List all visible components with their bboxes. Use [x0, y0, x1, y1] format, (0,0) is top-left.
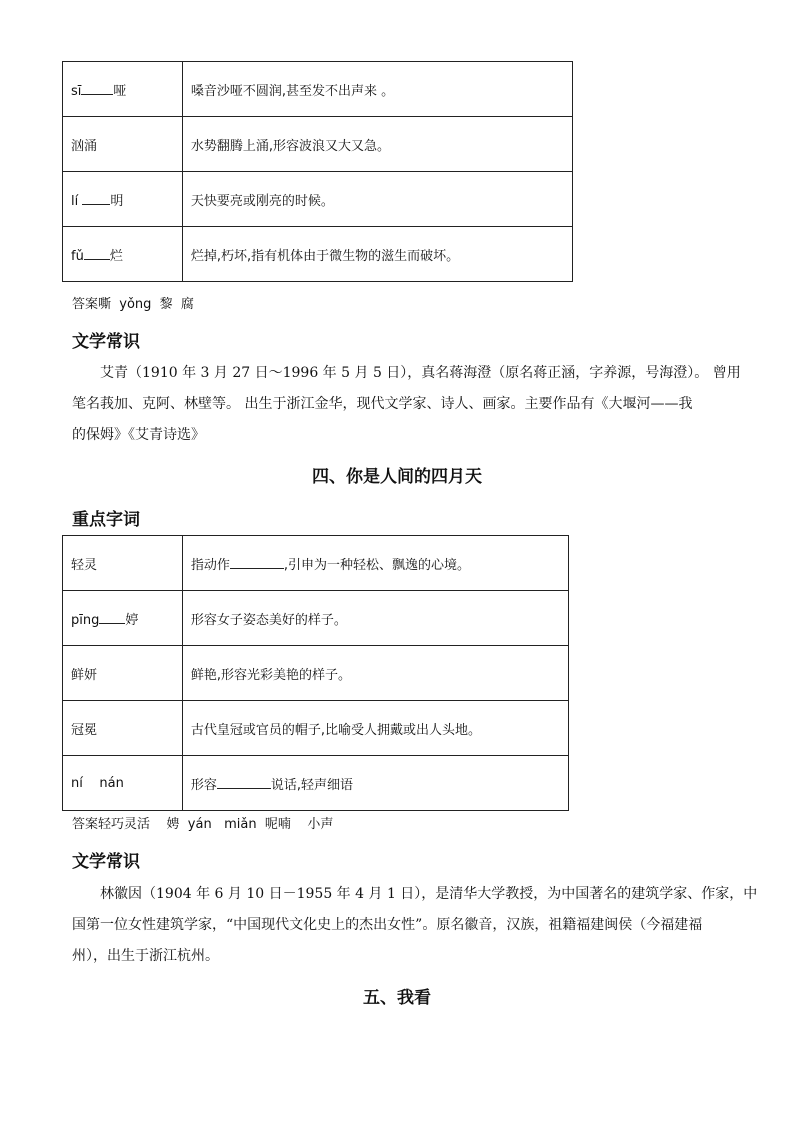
term-cell: 冠冕: [63, 701, 183, 756]
term-cell: 轻灵: [63, 536, 183, 591]
fill-blank: [84, 247, 110, 260]
table-row: [63, 536, 569, 591]
fill-blank: [217, 776, 271, 789]
definition-cell: 鲜艳,形容光彩美艳的样子。: [182, 646, 568, 701]
term-cell: sī 哑: [63, 62, 183, 117]
table-row: [63, 591, 569, 646]
term-cell: fǔ 烂: [63, 227, 183, 282]
section-heading: 文学常识: [72, 332, 140, 352]
paragraph-line: 林徽因（1904 年 6 月 10 日－1955 年 4 月 1 日），是清华大学教授，为中国著名的建筑学家、作家，中: [100, 886, 758, 902]
definition-cell: 形容女子姿态美好的样子。: [182, 591, 568, 646]
fill-blank: [230, 556, 284, 569]
paragraph: [72, 879, 757, 972]
paragraph-line: 的保姆》《艾青诗选》: [72, 427, 205, 443]
fill-blank: [99, 611, 125, 624]
page-title: 五、我看: [363, 988, 431, 1008]
paragraph-line: 笔名莪加、克阿、林壁等。 出生于浙江金华，现代文学家、诗人、画家。主要作品有《大堰河——我: [72, 396, 693, 412]
table-row: [63, 701, 569, 756]
term-cell: 鲜妍: [63, 646, 183, 701]
paragraph-line: 州），出生于浙江杭州。: [72, 948, 219, 964]
definition-cell: 烂掉,朽坏,指有机体由于微生物的滋生而破坏。: [182, 227, 572, 282]
section-heading: 文学常识: [72, 852, 140, 872]
definition-cell: 指动作 ,引申为一种轻松、飘逸的心境。: [182, 536, 568, 591]
term-cell: 汹涌: [63, 117, 183, 172]
definition-cell: 嗓音沙哑不圆润,甚至发不出声来 。: [182, 62, 572, 117]
answer-line: 答案嘶 yǒng 黎 腐: [72, 297, 194, 312]
paragraph: [72, 358, 741, 451]
fill-blank: [81, 82, 113, 95]
paragraph-line: 艾青（1910 年 3 月 27 日～1996 年 5 月 5 日），真名蒋海澄（原名蒋正涵，字养源，号海澄）。 曾用: [100, 365, 741, 381]
definition-cell: 天快要亮或刚亮的时候。: [182, 172, 572, 227]
table-row: [63, 646, 569, 701]
table-row: [63, 62, 573, 117]
paragraph-line: 国第一位女性建筑学家，“中国现代文化史上的杰出女性”。原名徽音，汉族，祖籍福建闽侯（今福建福: [72, 917, 703, 933]
definition-cell: 形容 说话,轻声细语: [182, 756, 568, 811]
section-heading: 重点字词: [72, 510, 140, 530]
definition-cell: 古代皇冠或官员的帽子,比喻受人拥戴或出人头地。: [182, 701, 568, 756]
vocab-table-2: [62, 535, 569, 811]
fill-blank: [82, 192, 110, 205]
table-row: [63, 172, 573, 227]
term-cell: ní nán: [63, 756, 183, 811]
answer-line: 答案轻巧灵活 娉 yán miǎn 呢喃 小声: [72, 817, 334, 832]
term-cell: lí 明: [63, 172, 183, 227]
definition-cell: 水势翻腾上涌,形容波浪又大又急。: [182, 117, 572, 172]
term-cell: pīng 婷: [63, 591, 183, 646]
vocab-table-1: [62, 61, 573, 282]
table-row: [63, 117, 573, 172]
table-row: [63, 227, 573, 282]
table-row: [63, 756, 569, 811]
page-title: 四、你是人间的四月天: [312, 467, 482, 487]
